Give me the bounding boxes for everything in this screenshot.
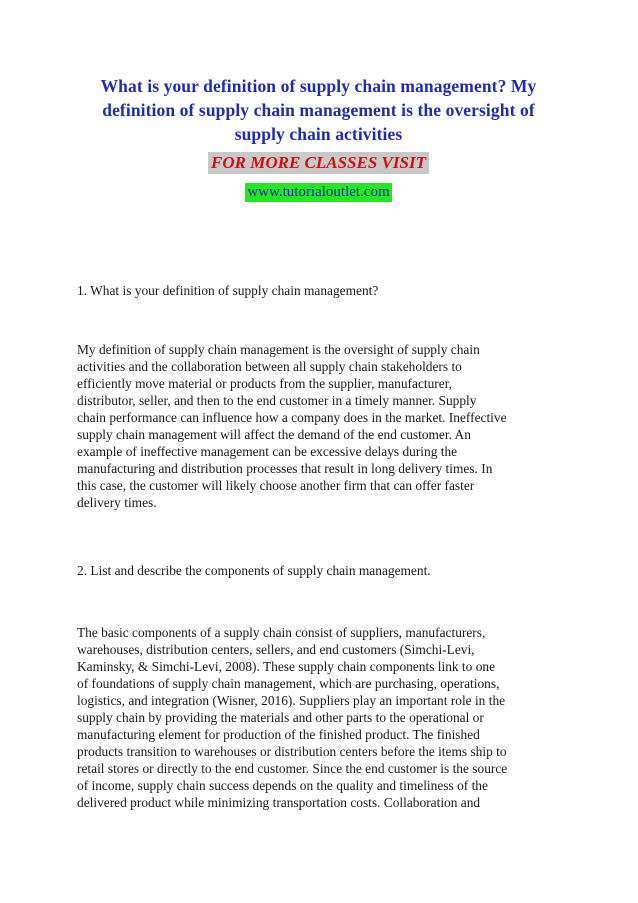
- document-title: What is your definition of supply chain management? My definition of supply chain management is the oversight of supply chain activities: [100, 76, 537, 144]
- question-2: 2. List and describe the components of supply chain management.: [77, 563, 431, 578]
- answer-1-paragraph: My definition of supply chain management is the oversight of supply chain activities and the collaboration between all supply chain stakeholders to efficiently move material or products from the supplier, manufacturer, distributor, seller, and then to the end customer in a timely manner. Supply chain performance can influence how a company does in the market. Ineffective supply chain management will affect the demand of the end customer. An example of ineffective management can be excessive delays during the manufacturing and distribution processes that result in long delivery times. In this case, the customer will likely choose another firm that can offer faster delivery times.: [77, 342, 507, 510]
- promo-banner: [77, 152, 560, 174]
- website-link[interactable]: www.tutorialoutlet.com: [247, 184, 390, 200]
- question-1: 1. What is your definition of supply chain management?: [77, 283, 379, 298]
- answer-2-paragraph: The basic components of a supply chain consist of suppliers, manufacturers, warehouses, distribution centers, sellers, and end customers (Simchi-Levi, Kaminsky, & Simchi-Levi, 2008). These supply chain components link to one of foundations of supply chain management, which are purchasing, operations, logistics, and integration (Wisner, 2016). Suppliers play an important role in the supply chain by providing the materials and other parts to the operational or manufacturing element for production of the finished product. The finished products transition to warehouses or distribution centers before the items ship to retail stores or directly to the end customer. Since the end customer is the source of income, supply chain success depends on the quality and timeliness of the delivered product while minimizing transportation costs. Collaboration and: [77, 625, 508, 810]
- link-banner: [77, 183, 560, 202]
- promo-text: FOR MORE CLASSES VISIT: [208, 152, 429, 174]
